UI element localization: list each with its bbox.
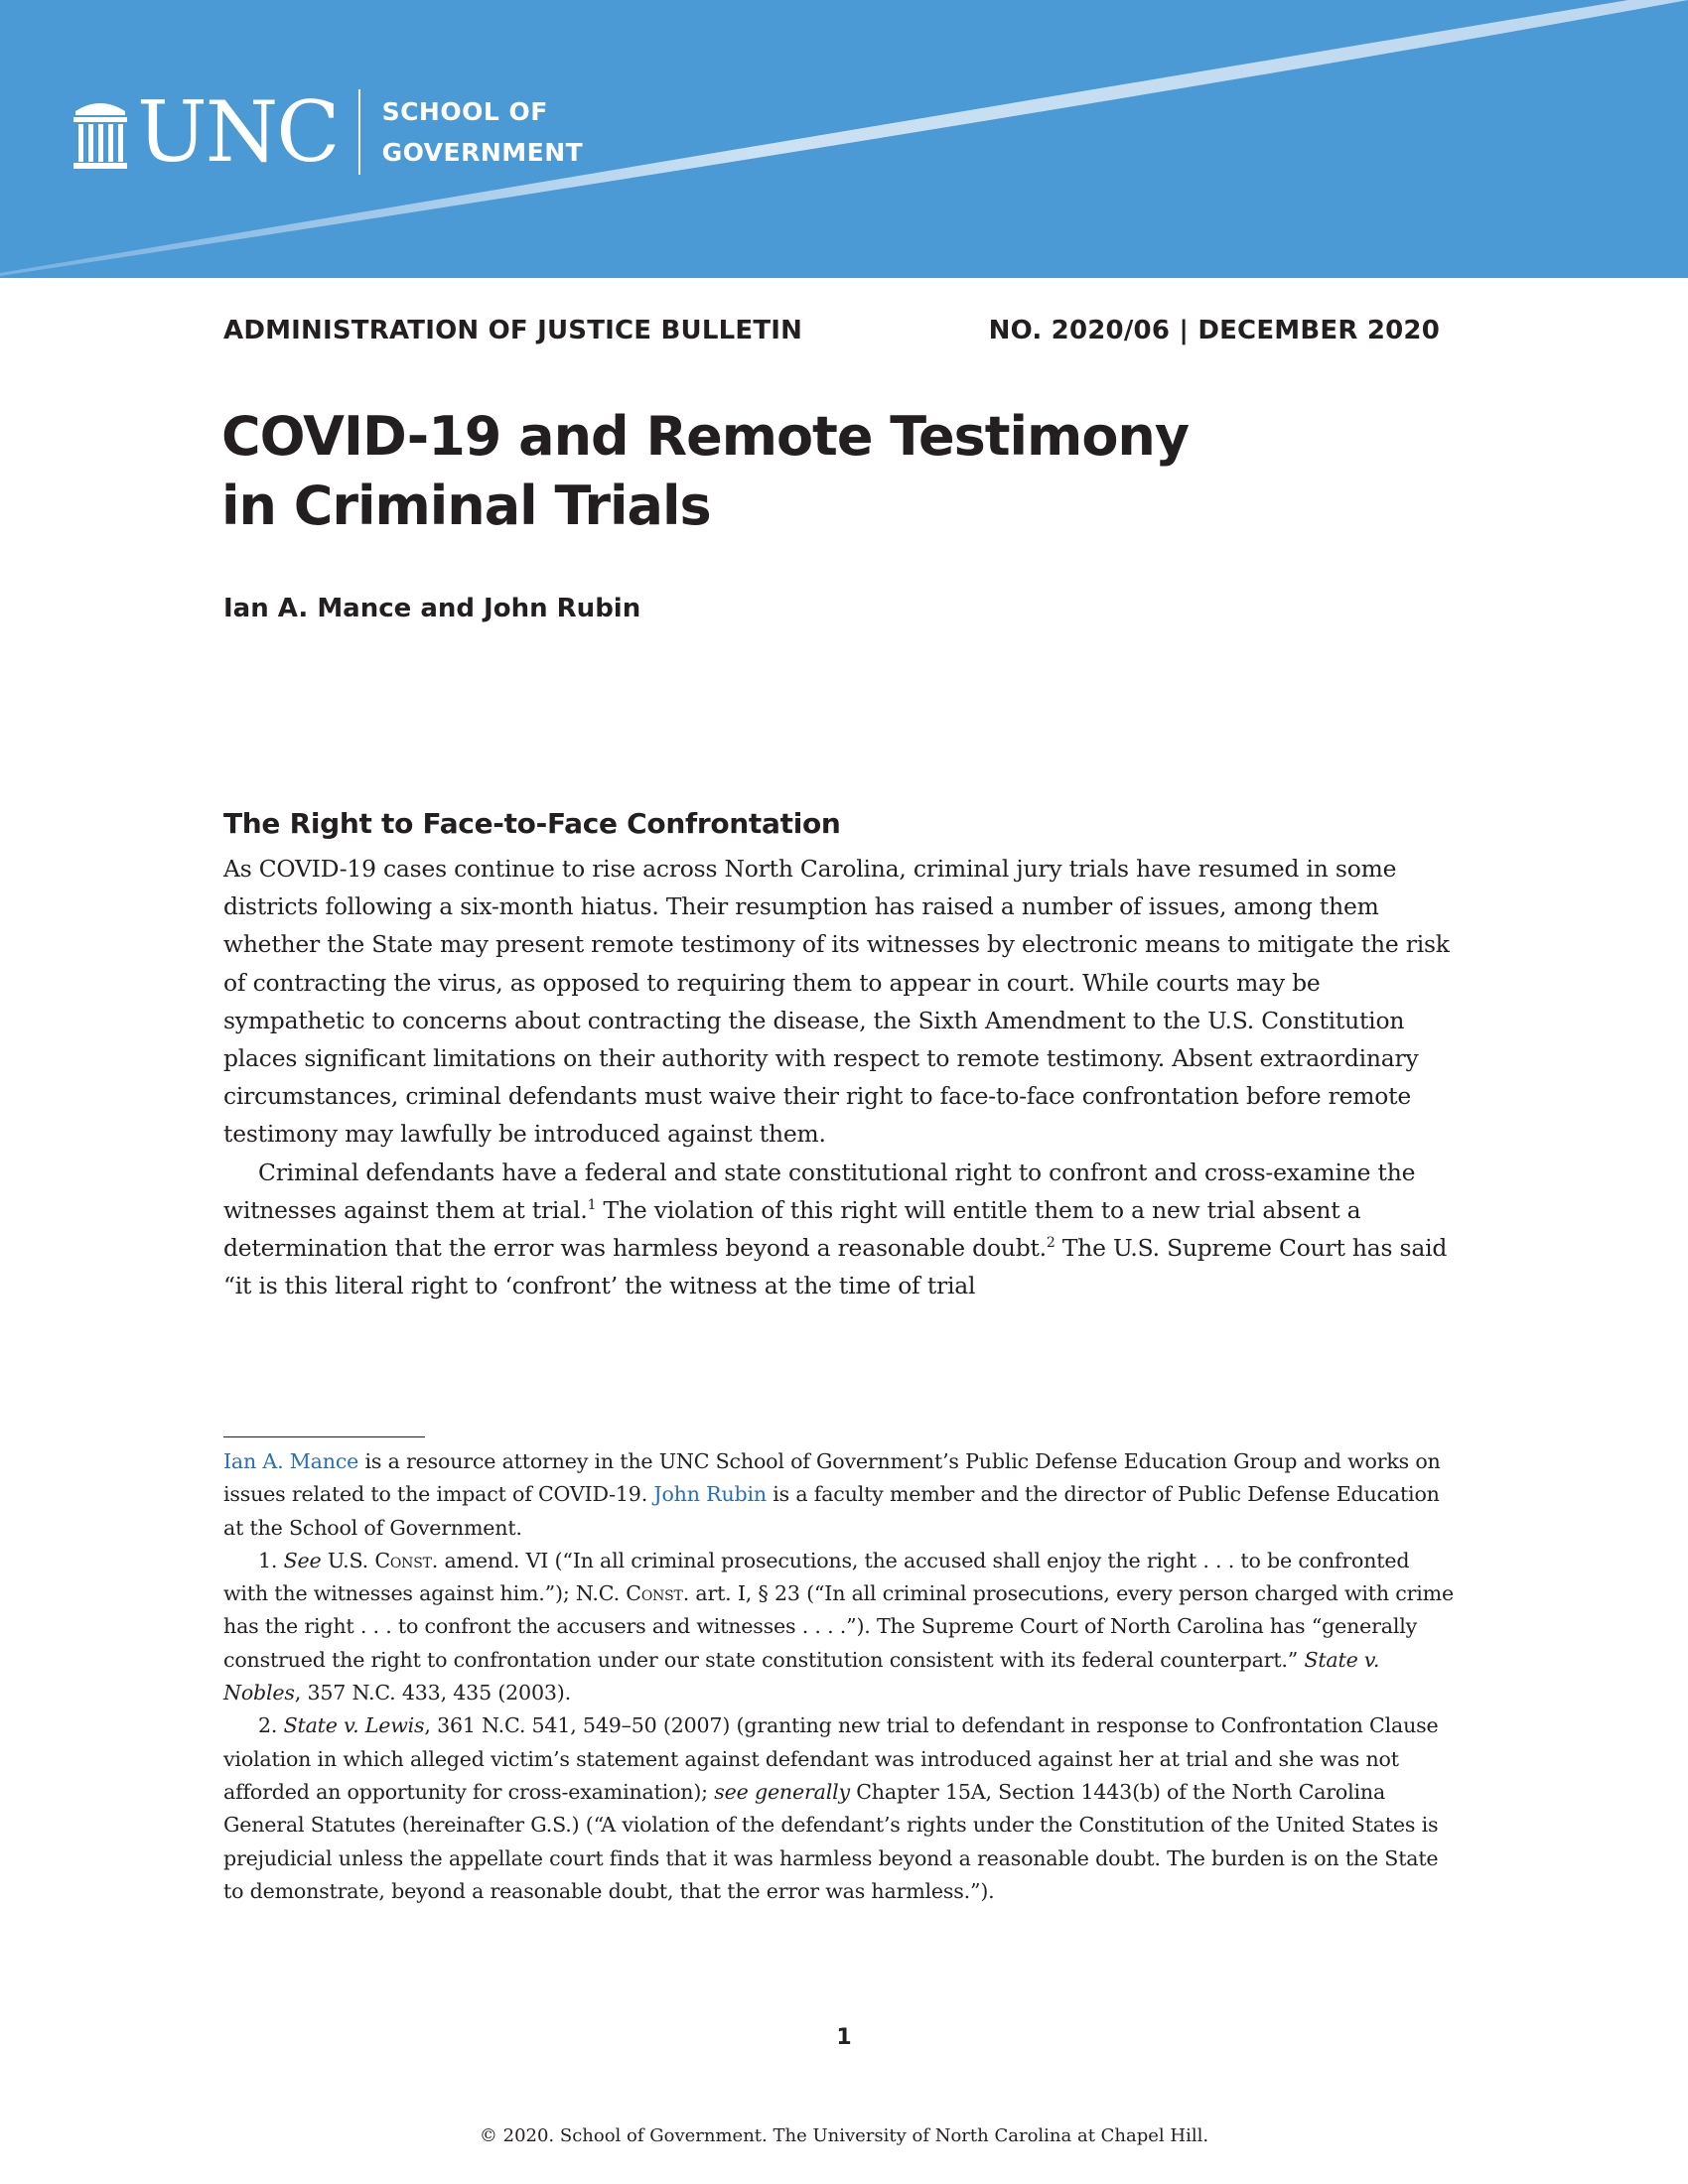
unc-logo [71, 83, 584, 181]
document-title [221, 402, 1453, 541]
footnote-1 [223, 1545, 1455, 1709]
footnote-2-signal: see generally [714, 1779, 850, 1804]
mance-link[interactable]: Ian A. Mance [223, 1449, 359, 1473]
mance-bio: is a resource attorney in the UNC School of Government’s Public Defense Education Group and works on issues related to the impact of COVID-19. [223, 1449, 1441, 1507]
section-heading: The Right to Face-to-Face Confrontation [223, 807, 841, 840]
school-line-1: SCHOOL OF [381, 97, 548, 126]
footnote-2-text-b: Chapter 15A, Section 1443(b) of the North Carolina General Statutes (hereinafter G.S.) (“A violation of the defendant’s rights under the Constitution of the United States is prejudicial unless the appellate court finds that it was harmless beyond a reasonable doubt. The burden is on the State to demonstrate, beyond a reasonable doubt, that the error was harmless.”). [223, 1779, 1439, 1903]
footnote-2 [223, 1709, 1455, 1908]
title-line-1: COVID-19 and Remote Testimony [221, 405, 1190, 468]
bulletin-header [223, 316, 1440, 345]
bulletin-name: ADMINISTRATION OF JUSTICE BULLETIN [223, 316, 803, 345]
logo-divider [358, 89, 360, 175]
old-well-icon [71, 93, 129, 171]
footnote-1-text-a: U.S. [321, 1548, 375, 1572]
footnote-1-signal: See [283, 1548, 322, 1572]
paragraph-2 [223, 1154, 1455, 1305]
copyright: © 2020. School of Government. The University of North Carolina at Chapel Hill. [479, 2125, 1209, 2146]
authors: Ian A. Mance and John Rubin [223, 594, 641, 623]
footnote-divider [223, 1436, 425, 1437]
paragraph-2-part-a: Criminal defendants have a federal and state constitutional right to confront and cross-examine the witnesses against them at trial. [223, 1158, 1416, 1224]
bulletin-issue: NO. 2020/06 | DECEMBER 2020 [988, 316, 1440, 345]
footnote-1-number: 1. [258, 1548, 284, 1572]
rubin-link[interactable]: John Rubin [653, 1482, 767, 1507]
page-number: 1 [836, 2025, 852, 2050]
footnote-1-text-d: , 357 N.C. 433, 435 (2003). [294, 1681, 571, 1706]
author-note [223, 1445, 1455, 1545]
school-line-2: GOVERNMENT [381, 138, 584, 167]
footnote-2-number: 2. [258, 1713, 284, 1738]
footnote-1-const-b: Const [626, 1581, 683, 1606]
rubin-bio: is a faculty member and the director of Public Defense Education at the School of Government. [223, 1482, 1440, 1540]
paragraph-1: As COVID-19 cases continue to rise across North Carolina, criminal jury trials have resumed in some districts following a six-month hiatus. Their resumption has raised a number of issues, among them whether the State may present remote testimony of its witnesses by electronic means to mitigate the risk of contracting the virus, as opposed to requiring them to appear in court. While courts may be sympathetic to concerns about contracting the disease, the Sixth Amendment to the U.S. Constitution places significant limitations on their authority with respect to remote testimony. Absent extraordinary circumstances, criminal defendants must waive their right to face-to-face confrontation before remote testimony may lawfully be introduced against them. [223, 855, 1450, 1149]
title-line-2: in Criminal Trials [221, 475, 711, 537]
school-of-government [382, 91, 584, 173]
footnote-1-text-c: . art. I, § 23 (“In all criminal prosecutions, every person charged with crime has the right . . . to confront the accusers and witnesses . . . .”). The Supreme Court of North Carolina has “generally construed the right to confrontation under our state constitution consistent with its federal counterpart.” [223, 1581, 1454, 1672]
footnote-ref-2: 2 [1046, 1235, 1055, 1252]
paragraph-2-part-c: The U.S. Supreme Court has said “it is this literal right to ‘confront’ the witness at the time of trial [223, 1234, 1448, 1300]
header-banner [0, 0, 1688, 278]
unc-wordmark: UNC [137, 83, 339, 181]
paragraph-2-part-b: The violation of this right will entitle them to a new trial absent a determination that the error was harmless beyond a reasonable doubt. [223, 1195, 1361, 1263]
footnotes [223, 1445, 1455, 1908]
footnote-1-text-b: . amend. VI (“In all criminal prosecutions, the accused shall enjoy the right . . . to be confronted with the witnesses against him.”); N.C. [223, 1548, 1410, 1606]
footnote-2-case: State v. Lewis [283, 1713, 425, 1738]
footnote-2-text-a: , 361 N.C. 541, 549–50 (2007) (granting new trial to defendant in response to Confrontation Clause violation in which alleged victim’s statement against defendant was introduced against her at trial and she was not afforded an opportunity for cross-examination); [223, 1713, 1439, 1804]
footnote-1-case: State v. Nobles [223, 1647, 1380, 1706]
footnote-1-const-a: Const [374, 1548, 432, 1572]
footnote-ref-1: 1 [587, 1197, 597, 1214]
body-text [223, 850, 1455, 1304]
